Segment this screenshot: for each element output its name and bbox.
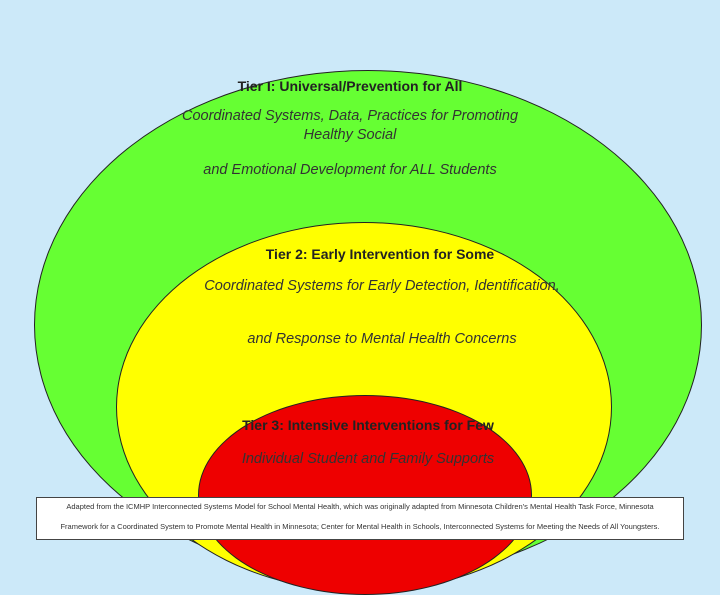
tier2-title: Tier 2: Early Intervention for Some <box>265 246 495 262</box>
tier2-description-a: Coordinated Systems for Early Detection, Identification, <box>204 278 560 294</box>
footnote-line-2: Framework for a Coordinated System to Promote Mental Health in Minnesota; Center for Mental Health in Schools, Interconnected Systems for Meeting the Needs of All Youngsters. <box>60 522 660 531</box>
tier1-description-b: and Emotional Development for ALL Students <box>203 162 497 178</box>
source-footnote <box>36 497 684 540</box>
tier3-description: Individual Student and Family Supports <box>241 451 495 467</box>
tier1-title: Tier I: Universal/Prevention for All <box>237 78 463 94</box>
footnote-line-1: Adapted from the ICMHP Interconnected Systems Model for School Mental Health, which was originally adapted from Minnesota Children's Mental Health Task Force, Minnesota <box>66 502 654 511</box>
tier3-title: Tier 3: Intensive Interventions for Few <box>242 417 494 433</box>
tier2-description-b: and Response to Mental Health Concerns <box>247 331 517 347</box>
tier1-description-a: Coordinated Systems, Data, Practices for Promoting Healthy Social <box>181 108 519 143</box>
